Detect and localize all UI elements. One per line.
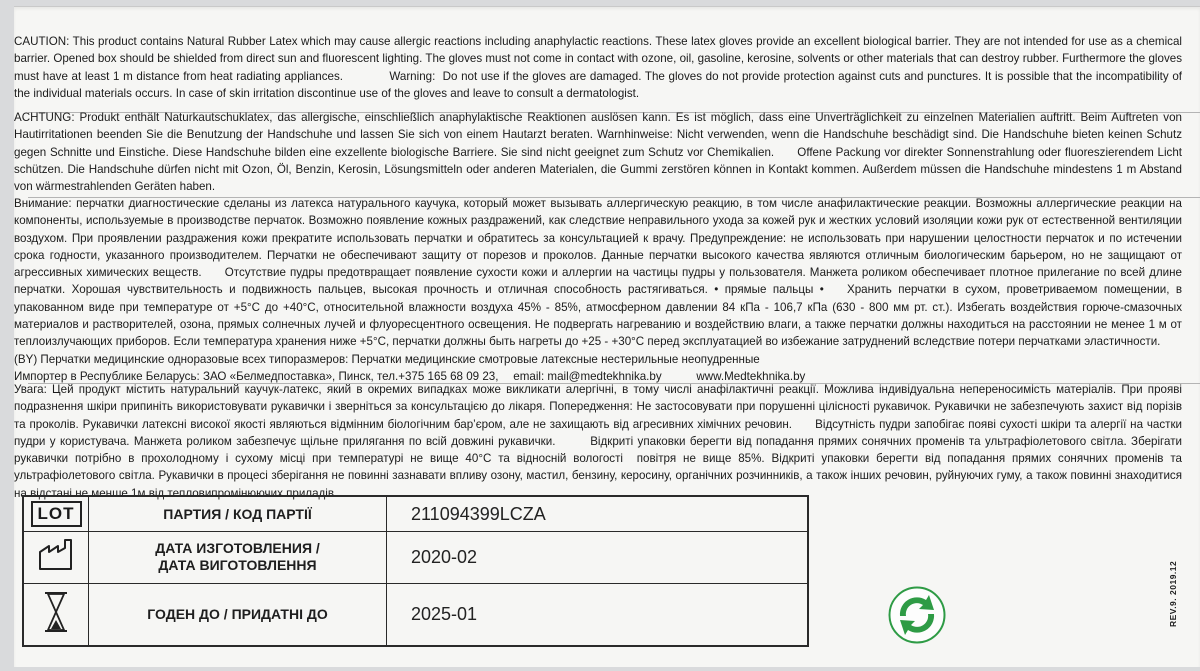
- caution-text-german: ACHTUNG: Produkt enthält Naturkautschuklatex, das allergische, einschließlich anaphylaktische Reaktionen auslösen kann. Es ist möglich, dass eine Unverträglichkeit zu einzelnen Materialien auftritt. Beim Auftreten von Hautirritationen beenden Sie die Benutzung der Handschuhe und lassen Sie sich von einem Hautarzt beraten. Warnhinweise: Nicht verwenden, wenn die Handschuhe beschädigt sind. Die Handschuhe bieten keinen Schutz gegen Schnitte und Einstiche. Diese Handschuhe bilden eine exzellente biologische Barriere. Sie sind nicht geeignet zum Schutz vor Chemikalien. Offene Packung vor direkter Sonnenstrahlung oder fluoreszierendem Licht schützen. Die Handschuhe dürfen nicht mit Ozon, Öl, Benzin, Kerosin, Lösungsmitteln oder anderen Materialen, die Gummi zerstören können in Kontakt kommen. Außerdem müssen die Handschuhe mindestens 1 m Abstand von wärmestrahlenden Geräten haben.: [14, 111, 1182, 194]
- table-row-expiry: [23, 583, 808, 646]
- revision-code: REV.9. 2019.12: [1168, 560, 1178, 627]
- caution-text-ukrainian: Увага: Цей продукт містить натуральний каучук-латекс, який в окремих випадках може викликати алергічні, в тому числі анафілактичні реакції. Можлива індивідуальна непереносимість матеріалів. При прояві подразнення шкіри припиніть використовувати рукавички і зверніться за консультацією до лікаря. Попередження: Не застосовувати при порушенні цілісності рукавичок. Рукавички не забезпечують захист від порізів та проколів. Рукавички латексні високої якості являються відмінним біологічним бар’єром, але не захищають від агресивних хімічних речовин. Відсутність пудри запобігає появі сухості шкіри та алергії на частки пудри у користувача. Манжета роликом забезпечує щільне прилягання по всій довжині рукавички. Відкриті упаковки берегти від попадання прямих сонячних променів та ультрафіолетового світла. Зберігати рукавички потрібно в прохолодному і сухому місці при температурі не вище 40°C та відносній вологості повітря не вище 85%. Відкриті упаковки берегти від попадання прямих сонячних променів та ультрафіолетового світла. Рукавички в процесі зберігання не повинні зазнавати впливу озону, мастил, бензину, керосину, органічних розчинників, а також інших речовин, руйнуючих гуму, а також повинні знаходитися на відстані не менше 1м від тепловипромінюючих приладів.: [14, 383, 1182, 500]
- hourglass-symbol-cell: [23, 583, 89, 646]
- belarus-importer-info: Импортер в Республике Беларусь: ЗАО «Белмедпоставка», Пинск, тел.+375 165 68 09 23, email: mail@medtekhnika.by www.Medtekhnika.by: [14, 369, 806, 383]
- expiry-date-value: 2025-01: [387, 583, 809, 646]
- caution-text-russian: [14, 195, 1182, 383]
- lot-symbol: LOT: [31, 501, 82, 527]
- expiry-date-label: ГОДЕН ДО / ПРИДАТНІ ДО: [89, 583, 387, 646]
- manufacture-date-value: 2020-02: [387, 532, 809, 584]
- factory-symbol-cell: [23, 532, 89, 584]
- lot-symbol-cell: [23, 496, 89, 532]
- manufacture-date-label: [89, 532, 387, 584]
- product-info-table: [22, 495, 809, 647]
- recycle-arrows-icon: [888, 586, 946, 644]
- belarus-product-name: (BY) Перчатки медицинские одноразовые всех типоразмеров: Перчатки медицинские смотровые латексные нестерильные неопудренные: [14, 352, 760, 366]
- table-row-manufactured: [23, 532, 808, 584]
- lot-value: 211094399LCZA: [387, 496, 809, 532]
- lot-label: ПАРТИЯ / КОД ПАРТІЇ: [89, 496, 387, 532]
- manufacture-date-label-ru: ДАТА ИЗГОТОВЛЕНИЯ /: [155, 540, 320, 557]
- russian-warning-paragraph: Внимание: перчатки диагностические сделаны из латекса натурального каучука, который может вызывать аллергическую реакцию, в том числе анафилактические реакции. Возможны аллергические реакции на компоненты, используемые в производстве перчаток. Возможно появление кожных раздражений, как следствие неправильного ухода за кожей рук и жестких условий изоляции кожи рук от естественной вентиляции воздухом. При проявлении раздражения кожи прекратите использовать перчатки и обратитесь за консультацией к врачу. Предупреждение: не использовать при нарушении целостности перчаток и по истечении срока годности, указанного производителем. Перчатки не обеспечивают защиту от порезов и проколов. Данные перчатки высокого качества являются отличным биологическим барьером, но не защищают от агрессивных химических веществ. Отсутствие пудры предотвращает появление сухости кожи и аллергии на частицы пудры у пользователя. Манжета роликом обеспечивает плотное прилегание по всей длине перчатки. Хорошая чувствительность и подвижность пальцев, высокая прочность и отличная способность растягиваться. • прямые пальцы • Хранить перчатки в сухом, проветриваемом помещении, в упакованном виде при температуре от +5°С до +40°С, относительной влажности воздуха 45% - 85%, атмосферном давлении 84 кПа - 106,7 кПа (630 - 800 мм рт. ст.). Избегать воздействия горюче-смазочных материалов и растворителей, озона, прямых солнечных лучей и флуоресцентного освещения. Не подвергать нагреванию и воздействию влаги, а также перчатки должны находиться на расстоянии не менее 1 м от теплоизлучающих приборов. Если температура хранения ниже +5°С, перчатки должны быть нагреты до +25 - +30°С перед эксплуатацией во избежание затруднений вследствие потери перчатками эластичности.: [14, 197, 1182, 349]
- hourglass-icon: [43, 591, 69, 633]
- manufacture-date-label-ua: ДАТА ВИГОТОВЛЕННЯ: [158, 557, 317, 574]
- caution-text-english: CAUTION: This product contains Natural Rubber Latex which may cause allergic reactions including anaphylactic reactions. These latex gloves provide an excellent biological barrier. They are not intended for use as a chemical barrier. Opened box should be shielded from direct sun and fluorescent lighting. The gloves must not come in contact with ozone, oil, gasoline, kerosine, solvents or other materials that can destroy rubber. Furthermore the gloves must have at least 1 m distance from heat radiating appliances. Warning: Do not use if the gloves are damaged. The gloves do not provide protection against cuts and punctures. It is possible that the incompatibility of the individual materials occurs. In case of skin irritation discontinue use of the gloves and leave to consult a dermatologist.: [14, 35, 1182, 100]
- table-row-lot: [23, 496, 808, 532]
- factory-icon: [37, 538, 75, 572]
